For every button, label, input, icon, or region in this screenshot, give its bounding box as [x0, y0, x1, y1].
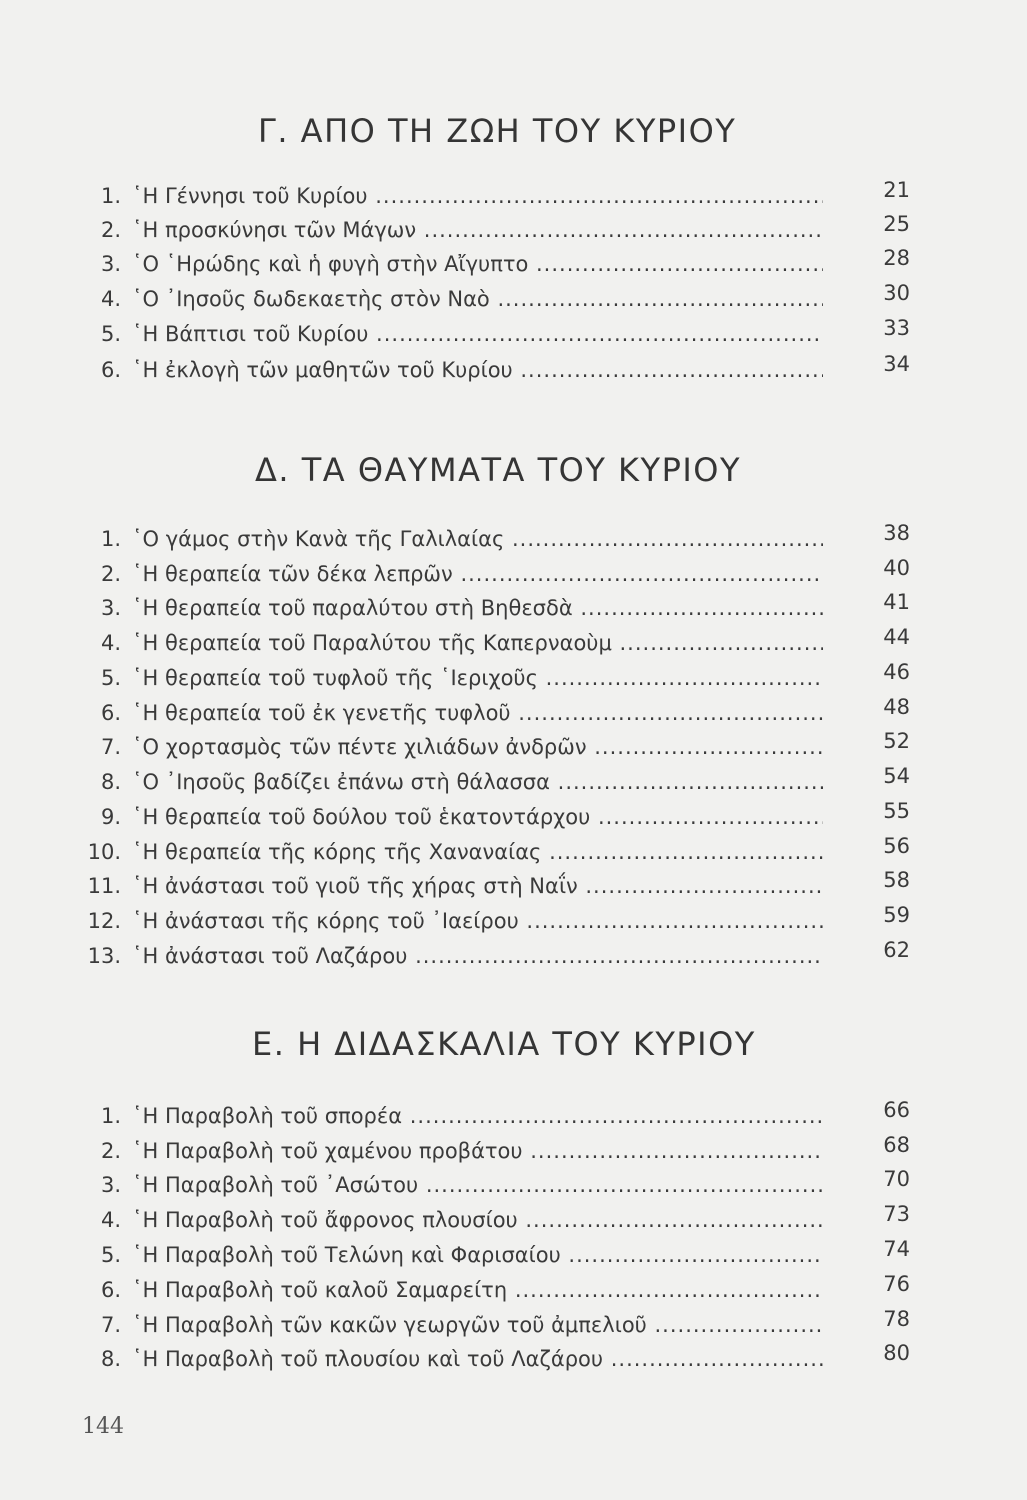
entry-number: 8. — [100, 770, 121, 794]
page-number: 144 — [82, 1414, 124, 1439]
toc-entry — [78, 522, 938, 556]
toc-entry — [78, 730, 938, 764]
entry-page: 78 — [883, 1307, 910, 1331]
entry-title: ῾Η θεραπεία τῶν δέκα λεπρῶν ..... — [132, 557, 823, 591]
toc-entry — [78, 1273, 938, 1307]
toc-entry — [78, 1168, 938, 1202]
entry-number: 11. — [87, 874, 121, 898]
entry-title: ῾Η Γέννησι τοῦ Κυρίου ..... — [132, 179, 823, 213]
entry-title: ῾Η προσκύνησι τῶν Μάγων ..... — [132, 213, 823, 247]
toc-entry — [78, 800, 938, 834]
toc-entry — [78, 626, 938, 660]
toc-entry — [78, 317, 938, 351]
toc-entry — [78, 696, 938, 730]
entry-title: ῾Ο ῾Ηρώδης καὶ ἡ φυγὴ στὴν Αἴγυπτο ..... — [132, 247, 823, 281]
entry-page: 80 — [883, 1341, 910, 1365]
entry-number: 3. — [100, 1173, 121, 1197]
entry-page: 30 — [883, 281, 910, 305]
entry-title: ῾Η Παραβολὴ τοῦ πλουσίου καὶ τοῦ Λαζάρου ..... — [132, 1342, 823, 1376]
toc-entry — [78, 1203, 938, 1237]
entry-number: 8. — [100, 1347, 121, 1371]
entry-page: 21 — [883, 178, 910, 202]
toc-entry — [78, 282, 938, 316]
entry-page: 74 — [883, 1237, 910, 1261]
entry-page: 59 — [883, 903, 910, 927]
entry-number: 9. — [100, 805, 121, 829]
entry-page: 41 — [883, 590, 910, 614]
entry-title: ῾Η Παραβολὴ τῶν κακῶν γεωργῶν τοῦ ἀμπελιοῦ ..... — [132, 1308, 823, 1342]
entry-title: ῾Η θεραπεία τῆς κόρης τῆς Χαναναίας ..... — [132, 835, 823, 869]
entry-page: 48 — [883, 695, 910, 719]
entry-title: ῾Η ἀνάστασι τοῦ Λαζάρου ..... — [132, 939, 823, 973]
entry-title: ῾Η Βάπτισι τοῦ Κυρίου ..... — [132, 317, 823, 351]
entry-title: ῾Η Παραβολὴ τοῦ σπορέα ..... — [132, 1099, 823, 1133]
toc-entry — [78, 869, 938, 903]
entry-number: 7. — [100, 735, 121, 759]
section-title: Δ. ΤΑ ΘΑΥΜΑΤΑ ΤΟΥ ΚΥΡΙΟΥ — [255, 451, 742, 489]
toc-entry — [78, 835, 938, 869]
entry-number: 12. — [87, 909, 121, 933]
entry-title: ῾Η Παραβολὴ τοῦ Τελώνη καὶ Φαρισαίου ..... — [132, 1238, 823, 1272]
entry-number: 4. — [100, 287, 121, 311]
toc-entry — [78, 765, 938, 799]
entry-number: 7. — [100, 1313, 121, 1337]
entry-title: ῾Η Παραβολὴ τοῦ ᾿Ασώτου ..... — [132, 1168, 823, 1202]
entry-number: 5. — [100, 1243, 121, 1267]
section-title: Ε. Η ΔΙΔΑΣΚΑΛΙΑ ΤΟΥ ΚΥΡΙΟΥ — [252, 1025, 756, 1063]
entry-number: 5. — [100, 322, 121, 346]
entry-number: 1. — [100, 527, 121, 551]
entry-number: 6. — [100, 1278, 121, 1302]
toc-entry — [78, 247, 938, 281]
entry-page: 44 — [883, 625, 910, 649]
entry-number: 4. — [100, 1208, 121, 1232]
toc-entry — [78, 939, 938, 973]
entry-page: 62 — [883, 938, 910, 962]
entry-page: 55 — [883, 799, 910, 823]
section-title: Γ. ΑΠΟ ΤΗ ΖΩΗ ΤΟΥ ΚΥΡΙΟΥ — [258, 112, 737, 150]
entry-title: ῾Η θεραπεία τοῦ δούλου τοῦ ἑκατοντάρχου ..... — [132, 800, 823, 834]
entry-page: 56 — [883, 834, 910, 858]
entry-number: 3. — [100, 252, 121, 276]
entry-title: ῾Η ἐκλογὴ τῶν μαθητῶν τοῦ Κυρίου ..... — [132, 353, 823, 387]
entry-title: ῾Η Παραβολὴ τοῦ χαμένου προβάτου ..... — [132, 1134, 823, 1168]
toc-entry — [78, 353, 938, 387]
entry-number: 10. — [87, 840, 121, 864]
entry-number: 6. — [100, 358, 121, 382]
entry-page: 46 — [883, 660, 910, 684]
entry-title: ῾Ο ᾿Ιησοῦς δωδεκαετὴς στὸν Ναὸ ..... — [132, 282, 823, 316]
toc-entry — [78, 557, 938, 591]
toc-entry — [78, 591, 938, 625]
entry-title: ῾Η ἀνάστασι τῆς κόρης τοῦ ᾿Ιαείρου ..... — [132, 904, 823, 938]
entry-number: 6. — [100, 701, 121, 725]
entry-title: ῾Ο χορτασμὸς τῶν πέντε χιλιάδων ἀνδρῶν ..... — [132, 730, 823, 764]
entry-number: 2. — [100, 218, 121, 242]
entry-title: ῾Ο ᾿Ιησοῦς βαδίζει ἐπάνω στὴ θάλασσα ..... — [132, 765, 823, 799]
toc-entry — [78, 1308, 938, 1342]
entry-page: 40 — [883, 556, 910, 580]
entry-number: 5. — [100, 666, 121, 690]
entry-title: ῾Ο γάμος στὴν Κανὰ τῆς Γαλιλαίας ..... — [132, 522, 823, 556]
entry-title: ῾Η Παραβολὴ τοῦ καλοῦ Σαμαρείτη ..... — [132, 1273, 823, 1307]
entry-number: 3. — [100, 596, 121, 620]
entry-title: ῾Η θεραπεία τοῦ τυφλοῦ τῆς ῾Ιεριχοῦς ..... — [132, 661, 823, 695]
entry-page: 38 — [883, 521, 910, 545]
entry-page: 68 — [883, 1133, 910, 1157]
toc-entry — [78, 1238, 938, 1272]
entry-page: 34 — [883, 352, 910, 376]
toc-entry — [78, 1134, 938, 1168]
entry-page: 28 — [883, 246, 910, 270]
entry-number: 2. — [100, 1139, 121, 1163]
entry-title: ῾Η ἀνάστασι τοῦ γιοῦ τῆς χήρας στὴ Ναΐν ..... — [132, 869, 823, 903]
entry-page: 54 — [883, 764, 910, 788]
entry-number: 2. — [100, 562, 121, 586]
entry-page: 52 — [883, 729, 910, 753]
entry-number: 1. — [100, 1104, 121, 1128]
entry-title: ῾Η θεραπεία τοῦ ἐκ γενετῆς τυφλοῦ ..... — [132, 696, 823, 730]
entry-page: 66 — [883, 1098, 910, 1122]
toc-entry — [78, 904, 938, 938]
entry-page: 33 — [883, 316, 910, 340]
entry-number: 4. — [100, 631, 121, 655]
entry-page: 70 — [883, 1167, 910, 1191]
entry-page: 73 — [883, 1202, 910, 1226]
toc-entry — [78, 1342, 938, 1376]
entry-number: 13. — [87, 944, 121, 968]
toc-entry — [78, 213, 938, 247]
entry-page: 58 — [883, 868, 910, 892]
entry-number: 1. — [100, 184, 121, 208]
toc-entry — [78, 1099, 938, 1133]
entry-title: ῾Η Παραβολὴ τοῦ ἄφρονος πλουσίου ..... — [132, 1203, 823, 1237]
entry-page: 25 — [883, 212, 910, 236]
toc-entry — [78, 661, 938, 695]
toc-entry — [78, 179, 938, 213]
entry-page: 76 — [883, 1272, 910, 1296]
entry-title: ῾Η θεραπεία τοῦ Παραλύτου τῆς Καπερναοὺμ ..... — [132, 626, 823, 660]
entry-title: ῾Η θεραπεία τοῦ παραλύτου στὴ Βηθεσδὰ ..... — [132, 591, 823, 625]
